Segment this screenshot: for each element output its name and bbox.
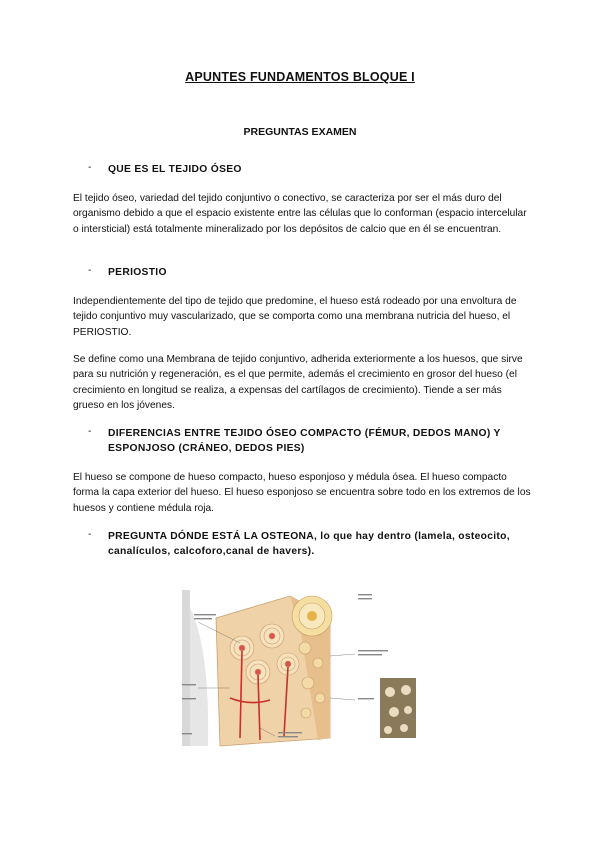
paragraph: Independientemente del tipo de tejido que predomine, el hueso está rodeado por una envoltura de tejido conjuntivo muy vascularizado, que se comporta como una membrana nutricia del hueso, el PERIOSTIO.	[73, 296, 517, 338]
section-heading	[88, 265, 167, 280]
section-heading	[88, 162, 242, 177]
paragraph: El tejido óseo, variedad del tejido conjuntivo o conectivo, se caracteriza por ser el más duro del organismo debido a que el espacio existente entre las células que lo conforman (espacio intercelular o intersticial) está totalmente mineralizado por los depósitos de calcio que en él se encuentran.	[73, 193, 527, 235]
bullet-dash: -	[88, 162, 92, 173]
document-title: APUNTES FUNDAMENTOS BLOQUE I	[185, 70, 415, 84]
bullet-dash: -	[88, 426, 92, 437]
bone-osteon-figure	[180, 588, 420, 748]
section-heading	[88, 529, 528, 559]
section-heading-text: DIFERENCIAS ENTRE TEJIDO ÓSEO COMPACTO (FÉMUR, DEDOS MANO) Y ESPONJOSO (CRÁNEO, DEDOS PIES)	[108, 428, 501, 454]
section-heading	[88, 426, 528, 456]
section-heading-text: QUE ES EL TEJIDO ÓSEO	[108, 164, 242, 175]
document-subtitle: PREGUNTAS EXAMEN	[243, 126, 357, 138]
paragraph: Se define como una Membrana de tejido conjuntivo, adherida exteriormente a los huesos, que sirve para su nutrición y regeneración, es el que permite, además el crecimiento en grosor del hueso (el crecimiento en longitud se realiza, a expensas del cartílagos de crecimiento). Tiende a ser más grueso en los jóvenes.	[73, 354, 523, 411]
bullet-dash: -	[88, 265, 92, 276]
section-heading-text: PREGUNTA DÓNDE ESTÁ LA OSTEONA, lo que hay dentro (lamela, osteocito, canalículos, calcoforo,canal de havers).	[108, 531, 510, 557]
section-heading-text: PERIOSTIO	[108, 267, 167, 278]
bone-osteon-diagram-icon	[180, 588, 420, 748]
bullet-dash: -	[88, 529, 92, 540]
paragraph: El hueso se compone de hueso compacto, hueso esponjoso y médula ósea. El hueso compacto forma la capa exterior del hueso. El hueso esponjoso se encuentra sobre todo en los extremos de los huesos y contiene médula roja.	[73, 472, 531, 514]
